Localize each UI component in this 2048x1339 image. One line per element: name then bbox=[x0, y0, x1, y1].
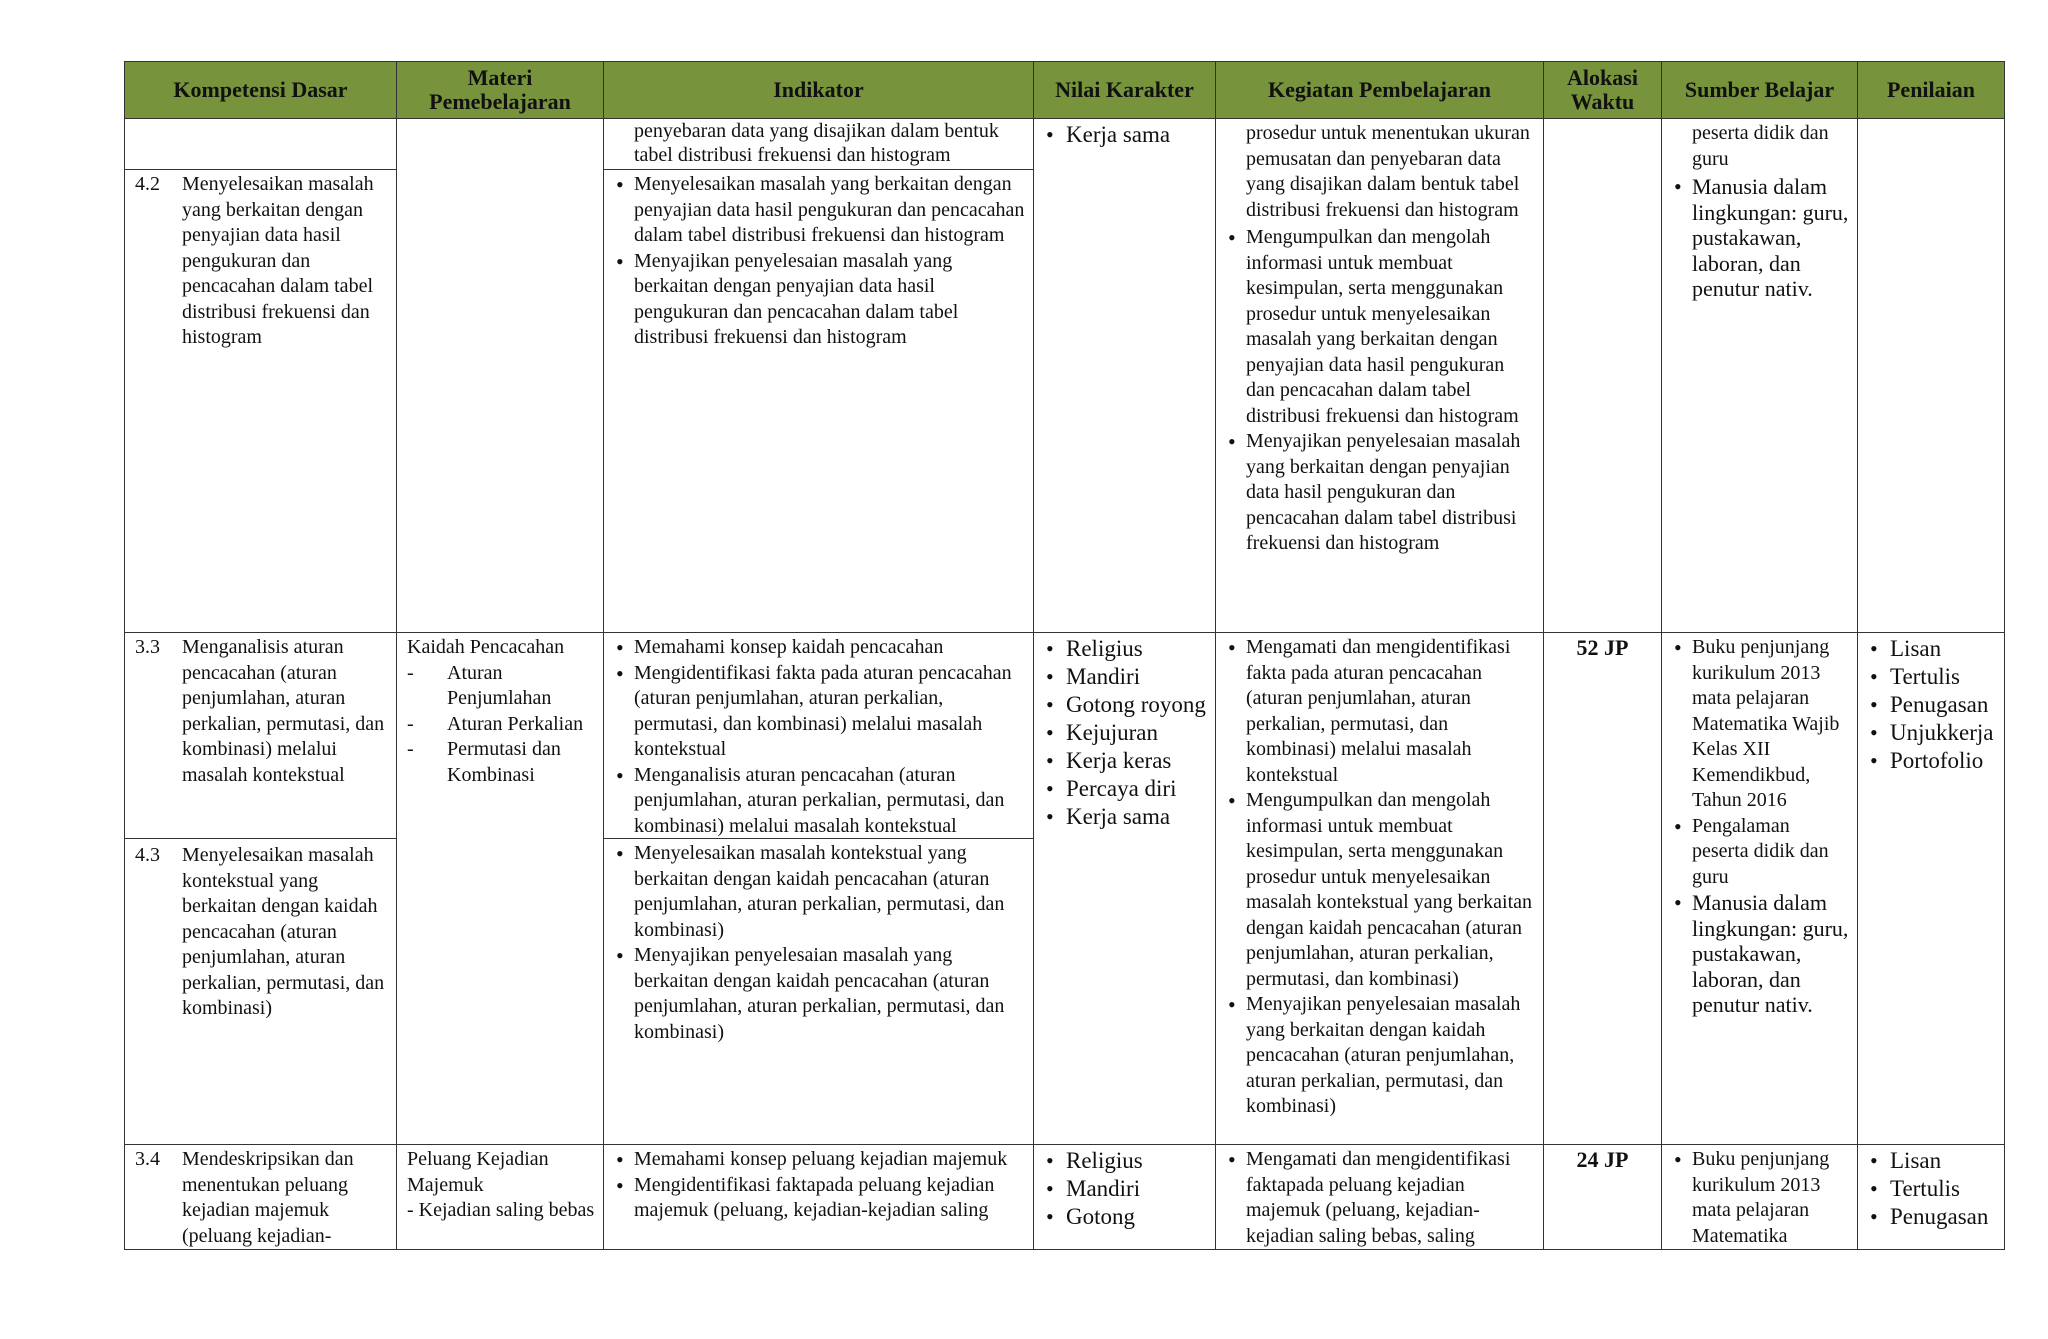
list-item: • Mengamati dan mengidentifikasi faktapada peluang kejadian majemuk (peluang, kejadian-kejadian saling bebas, saling bbox=[1216, 1147, 1537, 1249]
list-item: • Unjukkerja bbox=[1858, 719, 2000, 747]
list-item: • Mengidentifikasi faktapada peluang kejadian majemuk (peluang, kejadian-kejadian saling bbox=[604, 1173, 1025, 1224]
kd-number: 4.2 bbox=[135, 173, 160, 195]
kegiatan-continued: prosedur untuk menentukan ukuran pemusatan dan penyebaran data yang disajikan dalam bentuk tabel distribusi frekuensi dan histogram bbox=[1246, 122, 1530, 221]
kd-cell bbox=[125, 633, 397, 1145]
header-kegiatan: Kegiatan Pembelajaran bbox=[1216, 62, 1544, 119]
list-item: • Pengalaman peserta didik dan guru bbox=[1662, 814, 1851, 891]
indikator-continued: penyebaran data yang disajikan dalam bentuk tabel distribusi frekuensi dan histogram bbox=[604, 119, 1033, 170]
penilaian-cell bbox=[1858, 119, 2005, 633]
kegiatan-cell bbox=[1216, 1145, 1544, 1250]
list-item: • Memahami konsep peluang kejadian majemuk bbox=[604, 1147, 1025, 1173]
header-sumber: Sumber Belajar bbox=[1662, 62, 1858, 119]
materi-title: Kaidah Pencacahan bbox=[407, 636, 565, 658]
kd-number: 3.4 bbox=[135, 1148, 160, 1170]
alokasi-cell: 24 JP bbox=[1544, 1145, 1662, 1250]
list-item: • Kerja keras bbox=[1034, 747, 1211, 775]
nilai-cell bbox=[1034, 119, 1216, 633]
document-page bbox=[124, 61, 2004, 1250]
nilai-cell bbox=[1034, 1145, 1216, 1250]
table-row bbox=[125, 1145, 2005, 1250]
table-row bbox=[125, 119, 2005, 633]
list-item: • Tertulis bbox=[1858, 663, 2000, 691]
alokasi-cell: 52 JP bbox=[1544, 633, 1662, 1145]
list-item: • Memahami konsep kaidah pencacahan bbox=[604, 635, 1025, 661]
kd-cell bbox=[125, 1145, 397, 1250]
list-item: • Buku penjunjang kurikulum 2013 mata pelajaran Matematika bbox=[1662, 1147, 1851, 1249]
list-item: • Kerja sama bbox=[1034, 803, 1211, 831]
header-kompetensi-dasar: Kompetensi Dasar bbox=[125, 62, 397, 119]
materi-cell bbox=[397, 633, 604, 1145]
indikator-cell bbox=[604, 1145, 1034, 1250]
kd-number: 4.3 bbox=[135, 844, 160, 866]
table-header-row bbox=[125, 62, 2005, 119]
materi-cell bbox=[397, 119, 604, 633]
materi-item: - Aturan Penjumlahan bbox=[407, 661, 552, 709]
sumber-cell bbox=[1662, 1145, 1858, 1250]
header-nilai-karakter: Nilai Karakter bbox=[1034, 62, 1216, 119]
nilai-cell bbox=[1034, 633, 1216, 1145]
list-item: • Mengumpulkan dan mengolah informasi untuk membuat kesimpulan, serta menggunakan prosedur untuk menyelesaikan masalah kontekstual yang berkaitan dengan kaidah pencacahan (aturan penjumlahan, aturan perkalian, permutasi, dan kombinasi) bbox=[1216, 788, 1537, 992]
list-item: • Menyelesaikan masalah yang berkaitan dengan penyajian data hasil pengukuran dan pencacahan dalam tabel distribusi frekuensi dan histogram bbox=[604, 172, 1025, 249]
alokasi-cell bbox=[1544, 119, 1662, 633]
penilaian-cell bbox=[1858, 1145, 2005, 1250]
list-item: • Mandiri bbox=[1034, 1175, 1211, 1203]
list-item: • Portofolio bbox=[1858, 747, 2000, 775]
list-item: • Mengamati dan mengidentifikasi fakta pada aturan pencacahan (aturan penjumlahan, aturan perkalian, permutasi, dan kombinasi) melalui masalah kontekstual bbox=[1216, 635, 1537, 788]
list-item: • Mengidentifikasi fakta pada aturan pencacahan (aturan penjumlahan, aturan perkalian, permutasi, dan kombinasi) melalui masalah kontekstual bbox=[604, 661, 1025, 763]
table-row bbox=[125, 633, 2005, 1145]
sumber-cell bbox=[1662, 119, 1858, 633]
list-item: • Manusia dalam lingkungan: guru, pustakawan, laboran, dan penutur nativ. bbox=[1662, 174, 1851, 302]
kd-number: 3.3 bbox=[135, 636, 160, 658]
list-item: • Penugasan bbox=[1858, 1203, 2000, 1231]
indikator-cell bbox=[604, 119, 1034, 633]
list-item: • Menyajikan penyelesaian masalah yang berkaitan dengan penyajian data hasil pengukuran dan pencacahan dalam tabel distribusi frekuensi dan histogram bbox=[604, 249, 1025, 351]
materi-title: Peluang Kejadian Majemuk bbox=[407, 1148, 549, 1196]
list-item: • Tertulis bbox=[1858, 1175, 2000, 1203]
list-item: • Religius bbox=[1034, 635, 1211, 663]
kd-text: Menganalisis aturan pencacahan (aturan penjumlahan, aturan perkalian, permutasi, dan kombinasi) melalui masalah kontekstual bbox=[182, 636, 385, 786]
sumber-cell bbox=[1662, 633, 1858, 1145]
kd-text: Menyelesaikan masalah kontekstual yang berkaitan dengan kaidah pencacahan (aturan penjumlahan, aturan perkalian, permutasi, dan kombinasi) bbox=[182, 844, 385, 1019]
kd-text: Mendeskripsikan dan menentukan peluang kejadian majemuk (peluang kejadian- bbox=[182, 1148, 354, 1247]
header-materi: Materi Pemebelajaran bbox=[397, 62, 604, 119]
indikator-list bbox=[604, 170, 1033, 351]
list-item: • Menganalisis aturan pencacahan (aturan penjumlahan, aturan perkalian, permutasi, dan kombinasi) melalui masalah kontekstual bbox=[604, 763, 1025, 840]
kd-cell bbox=[125, 119, 397, 633]
list-item: • Lisan bbox=[1858, 1147, 2000, 1175]
header-penilaian: Penilaian bbox=[1858, 62, 2005, 119]
list-item: • Manusia dalam lingkungan: guru, pustakawan, laboran, dan penutur nativ. bbox=[1662, 890, 1851, 1018]
list-item: • Gotong bbox=[1034, 1203, 1211, 1231]
materi-item: - Aturan Perkalian bbox=[407, 712, 584, 735]
list-item: • Percaya diri bbox=[1034, 775, 1211, 803]
list-item: • Religius bbox=[1034, 1147, 1211, 1175]
list-item: • Menyajikan penyelesaian masalah yang berkaitan dengan kaidah pencacahan (aturan penjumlahan, aturan perkalian, permutasi, dan kombinasi) bbox=[604, 943, 1025, 1045]
materi-item: - Permutasi dan Kombinasi bbox=[407, 738, 561, 786]
kd-text: Menyelesaikan masalah yang berkaitan dengan penyajian data hasil pengukuran dan pencacahan dalam tabel distribusi frekuensi dan histogram bbox=[182, 173, 374, 348]
list-item: • Buku penjunjang kurikulum 2013 mata pelajaran Matematika Wajib Kelas XII Kemendikbud, Tahun 2016 bbox=[1662, 635, 1851, 814]
indikator-cell bbox=[604, 633, 1034, 1145]
kegiatan-cell bbox=[1216, 119, 1544, 633]
header-alokasi: Alokasi Waktu bbox=[1544, 62, 1662, 119]
list-item: • Kerja sama bbox=[1034, 121, 1211, 149]
materi-item: - Kejadian saling bebas bbox=[407, 1199, 595, 1221]
list-item: • Mengumpulkan dan mengolah informasi untuk membuat kesimpulan, serta menggunakan prosedur untuk menyelesaikan masalah yang berkaitan dengan penyajian data hasil pengukuran dan pencacahan dalam tabel distribusi frekuensi dan histogram bbox=[1216, 225, 1537, 429]
list-item: • Mandiri bbox=[1034, 663, 1211, 691]
list-item: • Gotong royong bbox=[1034, 691, 1211, 719]
sumber-continued: peserta didik dan guru bbox=[1692, 122, 1829, 170]
list-item: • Kejujuran bbox=[1034, 719, 1211, 747]
kegiatan-cell bbox=[1216, 633, 1544, 1145]
penilaian-cell bbox=[1858, 633, 2005, 1145]
list-item: • Menyajikan penyelesaian masalah yang berkaitan dengan penyajian data hasil pengukuran dan pencacahan dalam tabel distribusi frekuensi dan histogram bbox=[1216, 429, 1537, 557]
header-indikator: Indikator bbox=[604, 62, 1034, 119]
list-item: • Menyelesaikan masalah kontekstual yang berkaitan dengan kaidah pencacahan (aturan penjumlahan, aturan perkalian, permutasi, dan kombinasi) bbox=[604, 841, 1025, 943]
list-item: • Menyajikan penyelesaian masalah yang berkaitan dengan kaidah pencacahan (aturan penjumlahan, aturan perkalian, permutasi, dan kombinasi) bbox=[1216, 992, 1537, 1120]
materi-cell bbox=[397, 1145, 604, 1250]
syllabus-table bbox=[124, 61, 2005, 1250]
list-item: • Lisan bbox=[1858, 635, 2000, 663]
list-item: • Penugasan bbox=[1858, 691, 2000, 719]
